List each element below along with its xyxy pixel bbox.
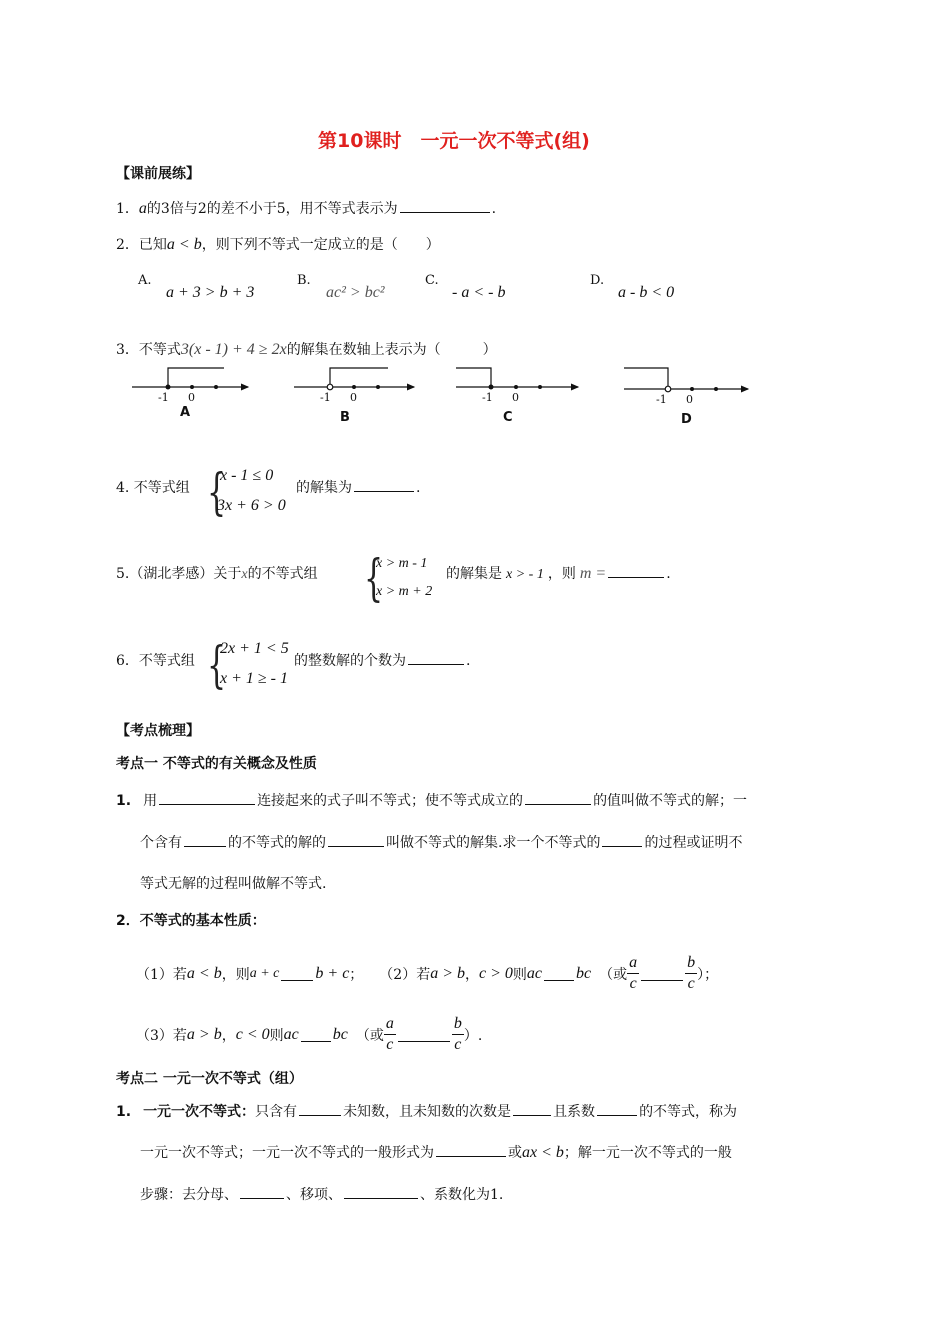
kp2-q1-line1 xyxy=(116,1101,737,1121)
option-label: B. xyxy=(297,273,311,288)
math: bc xyxy=(332,1025,348,1043)
q5-number: 5.（湖北孝感）关于 xyxy=(116,566,242,582)
math: a > b xyxy=(430,964,466,982)
q3-number-lines xyxy=(126,360,766,435)
text: 步骤：去分母、 xyxy=(140,1187,238,1203)
tick-label-minus1-a: -1 xyxy=(158,391,169,404)
answer-blank[interactable] xyxy=(159,790,255,805)
q4-line2: 3x + 6 > 0 xyxy=(217,497,286,514)
kp1-q2-title: 2．不等式的基本性质： xyxy=(116,913,266,929)
math: bc xyxy=(576,964,592,982)
text: 的过程或证明不 xyxy=(644,835,743,851)
math: a + c xyxy=(249,965,280,981)
q2-option-b-expr: ac² > bc² xyxy=(326,284,385,301)
q5-brace: { xyxy=(364,549,384,607)
tick-label-0-b: 0 xyxy=(350,391,357,404)
math: c > 0 xyxy=(479,964,513,982)
q6-text-label: 的整数解的个数为 xyxy=(294,653,406,669)
text: 用 xyxy=(143,793,158,809)
answer-blank[interactable] xyxy=(525,790,591,805)
number-line-b[interactable] xyxy=(294,368,414,390)
answer-blank[interactable] xyxy=(641,966,683,981)
answer-blank[interactable] xyxy=(436,1142,506,1157)
q4-text-label: 的解集为 xyxy=(296,480,352,496)
text: ， xyxy=(221,1027,236,1044)
option-label-b: B xyxy=(340,410,350,425)
kp2-term: 一元一次不等式： xyxy=(143,1104,256,1120)
text: ）. xyxy=(463,1027,483,1044)
math: ac xyxy=(283,1025,299,1043)
q4-end: . xyxy=(416,480,421,496)
question-1 xyxy=(116,198,496,218)
math: a < b xyxy=(186,964,222,982)
text: （3）若 xyxy=(136,1027,187,1044)
text: 连接起来的式子叫不等式；使不等式成立的 xyxy=(257,793,524,809)
option-label-c: C xyxy=(503,410,513,425)
text: 的值叫做不等式的解；一 xyxy=(593,793,748,809)
q1-end: . xyxy=(491,201,497,217)
fraction-a-over-c: $\frac{a}{c}$ xyxy=(629,954,638,992)
number-line-c[interactable] xyxy=(456,368,578,390)
q6-answer-blank[interactable] xyxy=(408,650,464,665)
q5-text2 xyxy=(446,563,671,583)
q4-line1: x - 1 ≤ 0 xyxy=(220,467,274,484)
text: （或 xyxy=(355,1027,384,1044)
option-label-d: D xyxy=(681,412,692,427)
answer-blank[interactable] xyxy=(513,1101,551,1116)
text: ， xyxy=(465,966,480,983)
question-4: 4. 不等式组 xyxy=(116,480,190,496)
fraction-b-over-c: $\frac{b}{c}$ xyxy=(687,954,696,992)
q1-number: 1． xyxy=(116,201,139,217)
text: 或 xyxy=(508,1145,522,1161)
q3-expr: 3(x - 1) + 4 ≥ 2x xyxy=(180,341,287,358)
option-label-a: A xyxy=(180,405,191,420)
q5-var2: m = xyxy=(579,565,607,582)
q4-text xyxy=(296,477,420,497)
section-heading-review: 【考点梳理】 xyxy=(116,723,200,739)
q6-line2: x + 1 ≥ - 1 xyxy=(220,670,289,687)
tick-label-0-d: 0 xyxy=(686,393,693,406)
q2-condition: a < b xyxy=(166,236,202,253)
property-3 xyxy=(136,1014,482,1055)
text: ）； xyxy=(697,966,719,983)
q1-answer-blank[interactable] xyxy=(400,198,490,213)
math: ac xyxy=(526,964,543,982)
page-title: 第10课时 一元一次不等式(组) xyxy=(318,130,590,152)
answer-blank[interactable] xyxy=(240,1184,284,1199)
q2-option-d-expr: a - b < 0 xyxy=(618,284,675,301)
text: ； xyxy=(349,966,364,983)
q6-line1: 2x + 1 < 5 xyxy=(220,640,289,657)
q5-text2-label: 的解集是 xyxy=(446,566,502,582)
text: 个含有 xyxy=(140,835,182,851)
tick-label-0-a: 0 xyxy=(188,391,195,404)
text: 未知数，且未知数的次数是 xyxy=(343,1104,512,1120)
answer-blank[interactable] xyxy=(281,966,313,981)
text: 则 xyxy=(512,966,527,983)
option-label: D. xyxy=(590,273,605,288)
kp2-title: 考点二 一元一次不等式（组） xyxy=(116,1071,303,1087)
section-heading-preview: 【课前展练】 xyxy=(116,166,200,182)
q6-end: . xyxy=(466,653,471,669)
text: （或 xyxy=(599,966,628,983)
text: 则 xyxy=(269,1027,284,1044)
kp2-q1-line3 xyxy=(140,1184,503,1204)
text: 且系数 xyxy=(553,1104,596,1120)
q6-brace: { xyxy=(207,636,227,694)
kp2-q1-number: 1. xyxy=(116,1104,132,1120)
answer-blank[interactable] xyxy=(344,1184,418,1199)
option-label: C. xyxy=(425,273,439,288)
answer-blank[interactable] xyxy=(398,1027,450,1042)
math: a > b xyxy=(186,1025,222,1043)
math: b + c xyxy=(315,964,350,982)
fraction-a-over-c: $\frac{a}{c}$ xyxy=(385,1015,394,1053)
text: ，则 xyxy=(221,966,250,983)
q5-answer-blank[interactable] xyxy=(608,563,664,578)
q2-option-c[interactable] xyxy=(425,272,439,288)
q1-text: 的3倍与2的差不小于5，用不等式表示为 xyxy=(146,201,398,217)
answer-blank[interactable] xyxy=(544,966,574,981)
answer-blank[interactable] xyxy=(602,832,642,847)
q5-line1: x > m - 1 xyxy=(376,556,428,571)
question-3 xyxy=(116,339,497,359)
q5-text1: 的不等式组 xyxy=(247,566,318,582)
text: （2）若 xyxy=(379,966,431,983)
tick-label-minus1-c: -1 xyxy=(482,391,493,404)
math: ax < b xyxy=(522,1144,564,1161)
text: 一元一次不等式；一元一次不等式的一般形式为 xyxy=(140,1145,434,1161)
text: 的不等式，称为 xyxy=(639,1104,738,1120)
option-label: A. xyxy=(138,273,152,288)
question-6: 6．不等式组 xyxy=(116,653,195,669)
tick-label-minus1-d: -1 xyxy=(656,393,667,406)
q6-text xyxy=(294,650,470,670)
q2-option-c-expr: - a < - b xyxy=(452,284,506,301)
q4-answer-blank[interactable] xyxy=(354,477,414,492)
text: 、移项、 xyxy=(286,1187,342,1203)
kp1-title: 考点一 不等式的有关概念及性质 xyxy=(116,756,317,772)
tick-label-0-c: 0 xyxy=(512,391,519,404)
text: 的不等式的解的 xyxy=(228,835,326,851)
text: 、系数化为1. xyxy=(420,1187,504,1203)
answer-blank[interactable] xyxy=(299,1101,341,1116)
text: （1）若 xyxy=(136,966,187,983)
q2-number: 2．已知 xyxy=(116,237,167,253)
q4-brace: { xyxy=(207,463,227,521)
q1-var: a xyxy=(138,200,147,217)
q2-text: ，则下列不等式一定成立的是（ ） xyxy=(201,237,440,253)
q3-number: 3．不等式 xyxy=(116,342,181,358)
q2-option-a[interactable] xyxy=(138,272,152,288)
number-line-a[interactable] xyxy=(132,368,248,390)
math: c < 0 xyxy=(235,1025,270,1043)
q5-var: x xyxy=(241,567,248,582)
text: 叫做不等式的解集.求一个不等式的 xyxy=(386,835,601,851)
answer-blank[interactable] xyxy=(328,832,384,847)
property-1-2 xyxy=(136,953,718,994)
question-5 xyxy=(116,563,318,583)
number-line-d[interactable] xyxy=(624,368,748,392)
kp1-q1-line2 xyxy=(140,832,742,852)
answer-blank[interactable] xyxy=(301,1027,331,1042)
q5-text3: ，则 xyxy=(547,566,576,582)
text: ；解一元一次不等式的一般 xyxy=(563,1145,732,1161)
fraction-b-over-c: $\frac{b}{c}$ xyxy=(453,1015,462,1053)
q3-text: 的解集在数轴上表示为（ ） xyxy=(286,342,497,358)
question-2 xyxy=(116,234,440,254)
kp1-q1-line1 xyxy=(116,790,747,810)
q2-option-b[interactable] xyxy=(297,272,311,288)
q2-option-d[interactable] xyxy=(590,272,604,288)
text: 只含有 xyxy=(255,1104,298,1120)
q2-option-a-expr: a + 3 > b + 3 xyxy=(166,284,255,301)
answer-blank[interactable] xyxy=(184,832,226,847)
q5-line2: x > m + 2 xyxy=(376,584,433,599)
kp1-q1-number: 1. xyxy=(116,793,132,809)
answer-blank[interactable] xyxy=(597,1101,637,1116)
q5-solution: x > - 1 xyxy=(506,567,544,582)
q5-end: . xyxy=(666,566,671,582)
kp2-q1-line2 xyxy=(140,1142,732,1162)
tick-label-minus1-b: -1 xyxy=(320,391,331,404)
kp1-q1-line3: 等式无解的过程叫做解不等式. xyxy=(140,876,327,892)
